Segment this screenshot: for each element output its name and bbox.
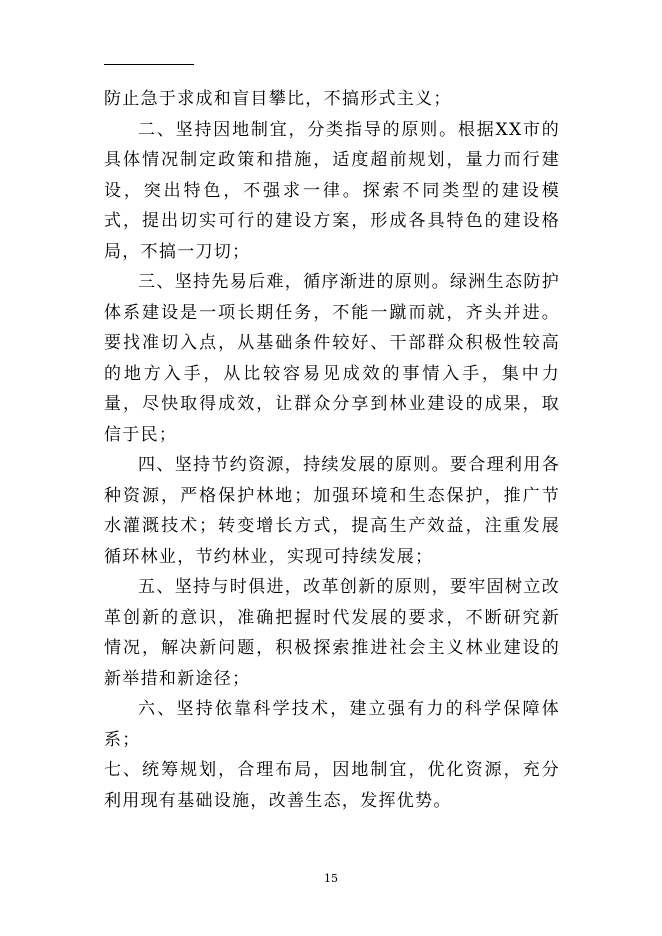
paragraph-principle-7: 七、统筹规划，合理布局，因地制宜，优化资源，充分利用现有基础设施，改善生态，发挥优势。 <box>104 760 560 811</box>
document-body <box>104 84 560 816</box>
paragraph-principle-6: 六、坚持依靠科学技术，建立强有力的科学保障体系； <box>104 699 560 750</box>
footnote-rule <box>104 64 194 65</box>
paragraph-principle-2: 二、坚持因地制宜，分类指导的原则。根据XX市的具体情况制定政策和措施，适度超前规划，量力而行建设，突出特色，不强求一律。探索不同类型的建设模式，提出切实可行的建设方案，形成各具特色的建设格局，不搞一刀切； <box>104 119 560 262</box>
paragraph-principle-5: 五、坚持与时俱进，改革创新的原则，要牢固树立改革创新的意识，准确把握时代发展的要求，不断研究新情况，解决新问题，积极探索推进社会主义林业建设的新举措和新途径； <box>104 577 560 689</box>
page-number: 15 <box>324 872 338 885</box>
paragraph-principle-3: 三、坚持先易后难，循序渐进的原则。绿洲生态防护体系建设是一项长期任务，不能一蹴而就，齐头并进。要找准切入点，从基础条件较好、干部群众积极性较高的地方入手，从比较容易见成效的事情入手，集中力量，尽快取得成效，让群众分享到林业建设的成果，取信于民； <box>104 272 560 445</box>
paragraph-principle-4: 四、坚持节约资源，持续发展的原则。要合理利用各种资源，严格保护林地；加强环境和生态保护，推广节水灌溉技术；转变增长方式，提高生产效益，注重发展循环林业，节约林业，实现可持续发展； <box>104 455 560 567</box>
paragraph-continuation: 防止急于求成和盲目攀比，不搞形式主义； <box>104 89 452 109</box>
